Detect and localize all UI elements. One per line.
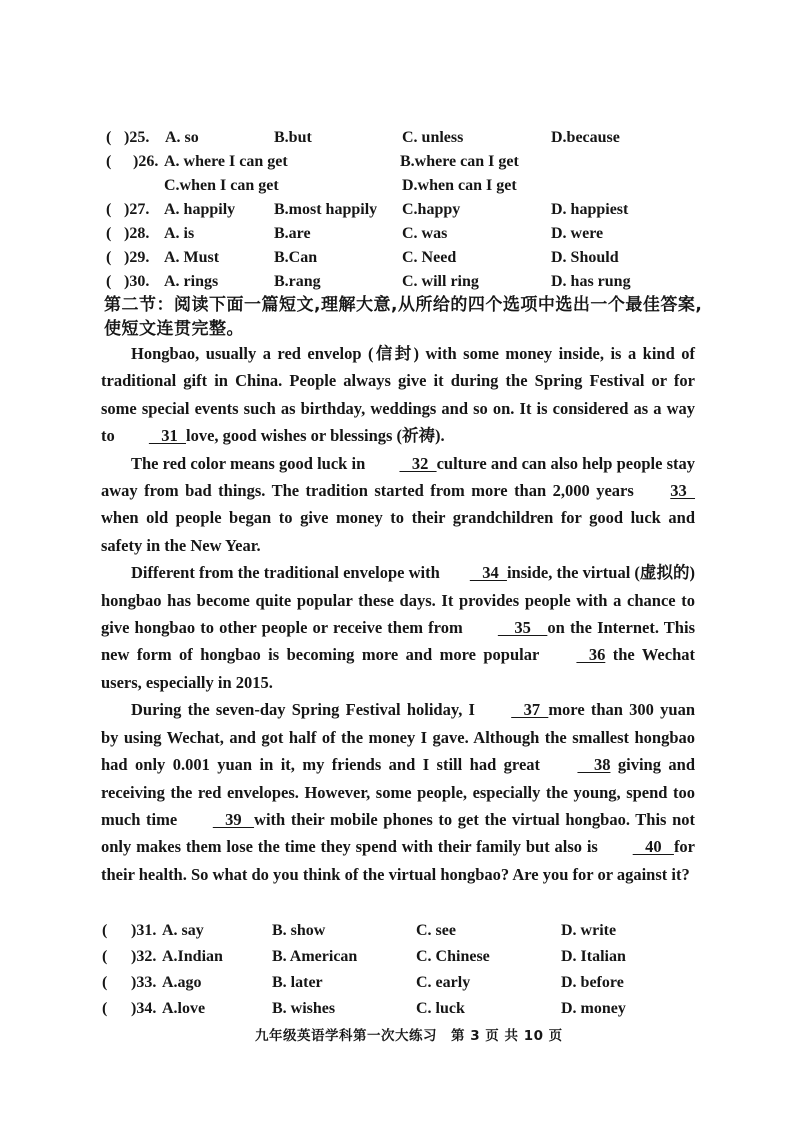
option-b: B.are: [274, 225, 311, 242]
question-number: )34.: [131, 1000, 157, 1017]
option-b: B.but: [274, 129, 312, 146]
question-26: [0, 150, 794, 174]
passage-text: During the seven-day Spring Festival holiday, I: [131, 700, 475, 720]
option-b: B.where can I get: [400, 153, 519, 170]
answer-paren: (: [106, 249, 112, 266]
question-number: )28.: [124, 225, 150, 242]
answer-paren: (: [102, 948, 108, 965]
option-a: A. say: [162, 922, 204, 939]
question-number: )31.: [131, 922, 157, 939]
option-a: A. is: [164, 225, 195, 242]
question-27: [0, 198, 794, 222]
question-29: [0, 246, 794, 270]
passage-text: Hongbao, usually a red envelop (信封) with some money inside, is a kind of traditional gift in China. People always give it during the Spring Festival or for some special events such as birthday, weddings and so on. It is considered as a way to: [101, 344, 695, 446]
blank-32: 32: [399, 453, 437, 473]
question-number: )27.: [124, 201, 150, 218]
answer-paren: (: [106, 225, 112, 242]
section-instruction-cont: 使短文连贯完整。: [104, 319, 244, 339]
option-c: C. Need: [402, 249, 457, 266]
blank-37: 37: [511, 700, 549, 720]
option-d: D.because: [551, 129, 620, 146]
option-d: D. Italian: [561, 948, 626, 965]
option-d: D. happiest: [551, 201, 629, 218]
question-26-line2: [0, 174, 794, 198]
option-c: C.when I can get: [164, 177, 279, 194]
option-d: D. write: [561, 922, 617, 939]
option-c: C.happy: [402, 201, 461, 218]
option-b: B.rang: [274, 273, 321, 290]
reading-passage: [101, 340, 695, 888]
question-25: [0, 126, 794, 150]
option-d: D. before: [561, 974, 624, 991]
option-a: A. where I can get: [164, 153, 288, 170]
option-d: D. money: [561, 1000, 626, 1017]
option-c: C. early: [416, 974, 471, 991]
option-c: C. will ring: [402, 273, 479, 290]
paragraph-3: [101, 559, 695, 696]
question-32: [0, 945, 794, 969]
option-c: C. was: [402, 225, 448, 242]
option-c: C. Chinese: [416, 948, 490, 965]
option-a: A.Indian: [162, 948, 223, 965]
option-a: A. so: [165, 129, 199, 146]
passage-text: the Wechat users, especially in 2015.: [101, 645, 696, 692]
passage-text: on the Internet. This new form of hongbao is becoming more and more popular: [101, 618, 695, 665]
answer-paren: (: [106, 273, 112, 290]
paragraph-2: [101, 450, 695, 560]
option-a: A.ago: [162, 974, 202, 991]
answer-paren: (: [106, 129, 112, 146]
blank-36: 36: [576, 645, 606, 665]
passage-text: giving and receiving the red envelopes. However, some people, especially the young, spend too much time: [101, 755, 696, 829]
option-d: D. has rung: [551, 273, 631, 290]
option-c: C. see: [416, 922, 456, 939]
passage-text: for their health. So what do you think of the virtual hongbao? Are you for or against it?: [101, 837, 696, 884]
passage-text: when old people began to give money to their grandchildren for good luck and safety in the New Year.: [101, 508, 695, 555]
paragraph-1: [101, 340, 695, 450]
answer-paren: (: [102, 922, 108, 939]
question-28: [0, 222, 794, 246]
passage-text: The red color means good luck in: [131, 453, 366, 473]
blank-33: 33: [670, 481, 696, 501]
option-a: A. Must: [164, 249, 220, 266]
option-c: C. unless: [402, 129, 464, 146]
option-b: B. American: [272, 948, 358, 965]
passage-text: inside, the virtual (虚拟的) hongbao has become quite popular these days. It provides people with a chance to give hongbao to other people or receive them from: [101, 563, 695, 638]
option-d: D. Should: [551, 249, 619, 266]
answer-paren: (: [102, 1000, 108, 1017]
paragraph-4: [101, 696, 695, 888]
blank-38: 38: [577, 755, 611, 775]
option-d: D.when can I get: [402, 177, 517, 194]
option-a: A. happily: [164, 201, 236, 218]
blank-35: 35: [497, 618, 548, 638]
question-number: )30.: [124, 273, 150, 290]
passage-text: with their mobile phones to get the virtual hongbao. This not only makes them lose the time they spend with their family but also is: [101, 809, 695, 857]
blank-40: 40: [632, 837, 674, 857]
blank-39: 39: [212, 809, 255, 829]
question-number: )25.: [124, 129, 150, 146]
section-instruction: 第二节：阅读下面一篇短文,理解大意,从所给的四个选项中选出一个最佳答案,: [104, 295, 703, 315]
answer-paren: (: [106, 153, 112, 170]
option-b: B.Can: [274, 249, 318, 266]
option-a: A.love: [162, 1000, 206, 1017]
option-a: A. rings: [164, 273, 219, 290]
passage-text: love, good wishes or blessings (祈祷).: [186, 426, 445, 446]
question-number: )26.: [133, 153, 159, 170]
passage-text: more than 300 yuan by using Wechat, and got half of the money I gave. Although the smallest hongbao had only 0.001 yuan in it, my friends and I still had great: [101, 700, 696, 775]
option-b: B. wishes: [272, 1000, 336, 1017]
question-number: )29.: [124, 249, 150, 266]
question-31: [0, 919, 794, 943]
question-34: [0, 997, 794, 1021]
option-b: B.most happily: [274, 201, 378, 218]
option-d: D. were: [551, 225, 604, 242]
option-b: B. later: [272, 974, 323, 991]
question-33: [0, 971, 794, 995]
passage-text: culture and can also help people stay away from bad things. The tradition started from more than 2,000 years: [101, 453, 696, 501]
page-footer: 九年级英语学科第一次大练习 第 3 页 共 10 页: [255, 1028, 563, 1044]
question-number: )32.: [131, 948, 157, 965]
blank-31: 31: [148, 426, 186, 446]
blank-34: 34: [469, 563, 507, 583]
option-b: B. show: [272, 922, 326, 939]
question-30: [0, 270, 794, 294]
option-c: C. luck: [416, 1000, 465, 1017]
answer-paren: (: [106, 201, 112, 218]
question-number: )33.: [131, 974, 157, 991]
answer-paren: (: [102, 974, 108, 991]
passage-text: Different from the traditional envelope with: [131, 563, 440, 583]
